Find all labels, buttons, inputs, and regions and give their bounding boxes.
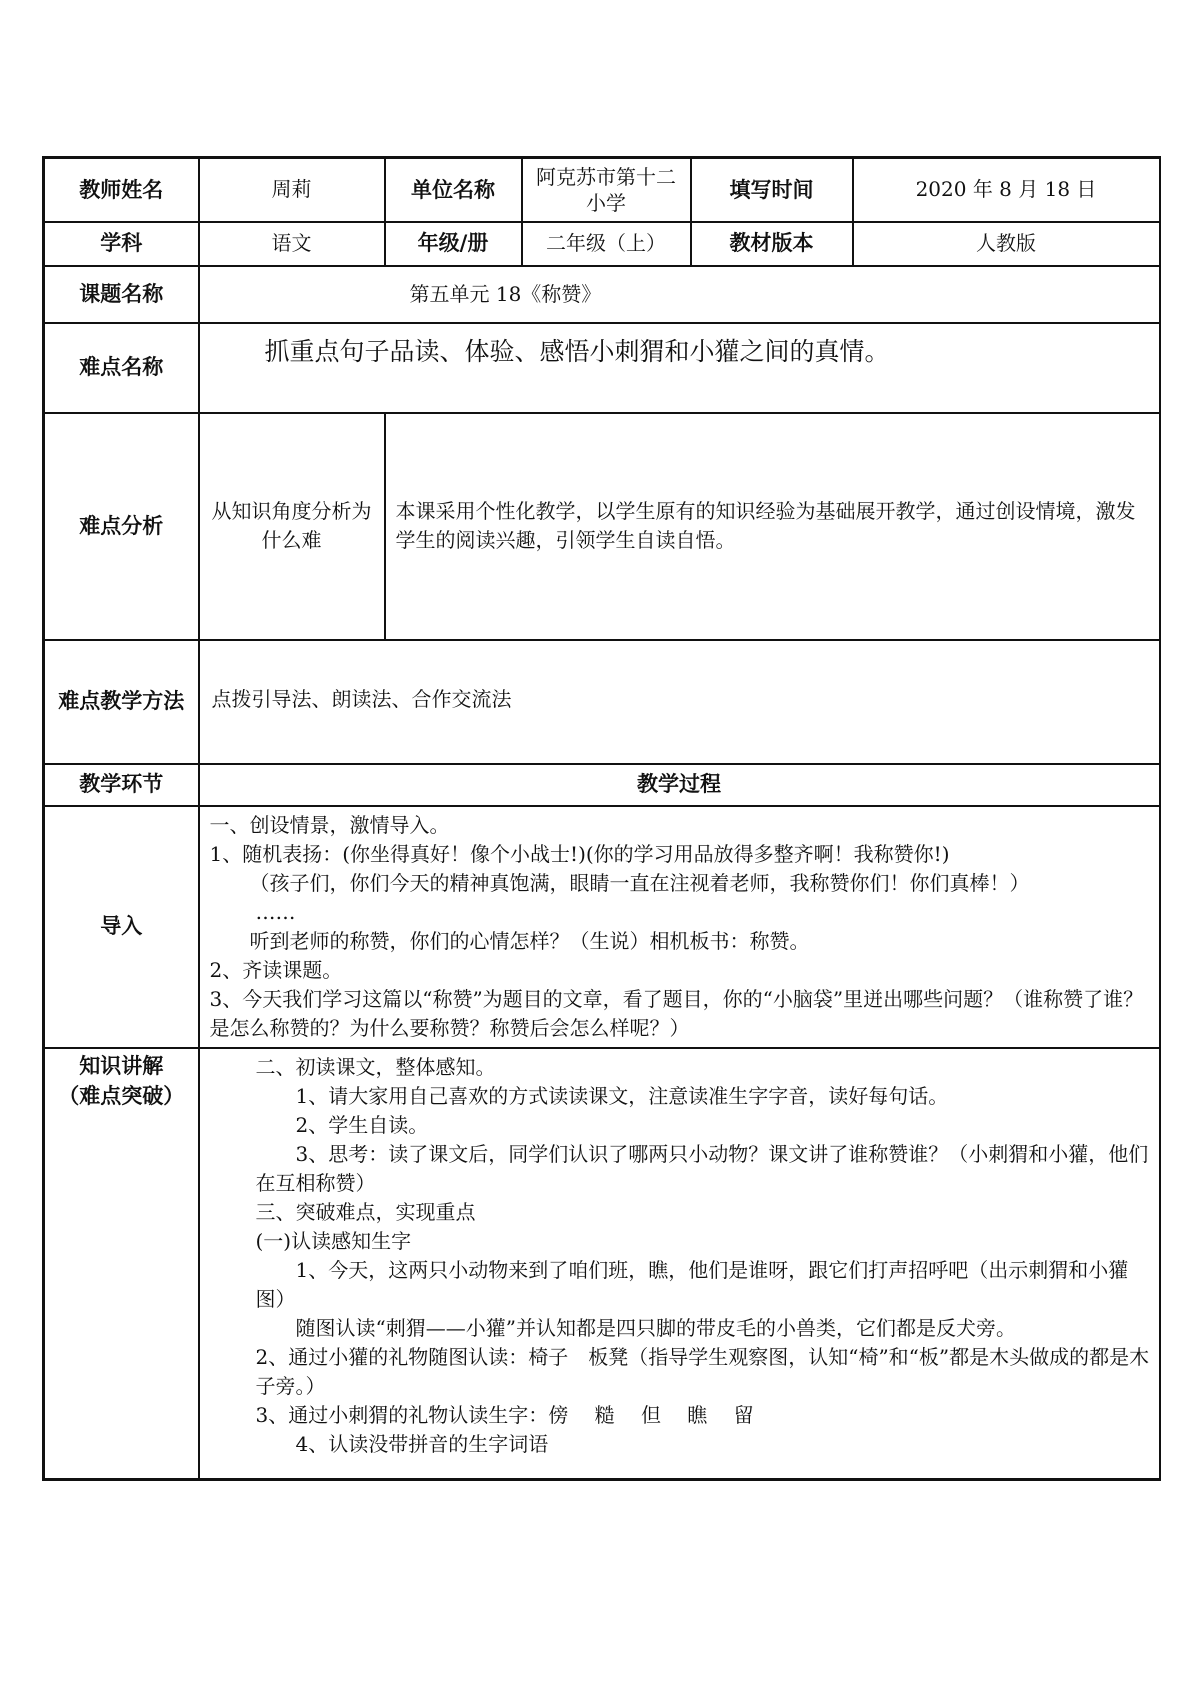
knowledge-label-line1: 知识讲解 xyxy=(79,1053,164,1078)
stage-header: 教学环节 xyxy=(44,764,199,806)
process-header: 教学过程 xyxy=(199,764,1160,806)
method-label: 难点教学方法 xyxy=(44,640,199,764)
knowledge-line: 3、思考：读了课文后，同学们认识了哪两只小动物？课文讲了谁称赞谁？（小刺猬和小獾，他们在互相称赞） xyxy=(255,1141,1149,1195)
lesson-plan-document xyxy=(42,156,1158,1481)
unit-name-label: 单位名称 xyxy=(385,158,522,222)
subject-value: 语文 xyxy=(199,222,385,266)
method-value: 点拨引导法、朗读法、合作交流法 xyxy=(199,640,1160,764)
intro-line: （孩子们，你们今天的精神真饱满，眼睛一直在注视着老师，我称赞你们！你们真棒！） xyxy=(249,870,1030,895)
difficulty-value: 抓重点句子品读、体验、感悟小刺猬和小獾之间的真情。 xyxy=(199,323,1160,413)
knowledge-line: (一)认读感知生字 xyxy=(255,1228,412,1253)
edition-label: 教材版本 xyxy=(691,222,853,266)
teacher-name-value: 周莉 xyxy=(199,158,385,222)
difficulty-label: 难点名称 xyxy=(44,323,199,413)
analysis-value: 本课采用个性化教学，以学生原有的知识经验为基础展开教学，通过创设情境，激发学生的阅读兴趣，引领学生自读自悟。 xyxy=(385,413,1160,640)
intro-line: 2、齐读课题。 xyxy=(209,957,343,982)
teacher-name-label: 教师姓名 xyxy=(44,158,199,222)
knowledge-line: 二、初读课文，整体感知。 xyxy=(255,1054,496,1079)
knowledge-content xyxy=(199,1048,1160,1480)
knowledge-line: 3、通过小刺猬的礼物认读生字：傍 糙 但 瞧 留 xyxy=(255,1402,754,1427)
intro-line: 1、随机表扬：(你坐得真好！像个小战士!)(你的学习用品放得多整齐啊！我称赞你!) xyxy=(209,841,950,866)
analysis-sub-label: 从知识角度分析为什么难 xyxy=(199,413,385,640)
knowledge-line: 随图认读“刺猬——小獾”并认知都是四只脚的带皮毛的小兽类，它们都是反犬旁。 xyxy=(295,1315,1016,1340)
intro-line: 3、今天我们学习这篇以“称赞”为题目的文章，看了题目，你的“小脑袋”里迸出哪些问题？（谁称赞了谁？是怎么称赞的？为什么要称赞？称赞后会怎么样呢？） xyxy=(209,986,1144,1040)
analysis-label: 难点分析 xyxy=(44,413,199,640)
knowledge-line: 2、学生自读。 xyxy=(295,1112,429,1137)
edition-value: 人教版 xyxy=(853,222,1160,266)
fill-time-label: 填写时间 xyxy=(691,158,853,222)
knowledge-line: 1、请大家用自己喜欢的方式读读课文，注意读准生字字音，读好每句话。 xyxy=(295,1083,949,1108)
lesson-plan-table xyxy=(42,156,1161,1481)
intro-line: …… xyxy=(255,899,296,924)
topic-label: 课题名称 xyxy=(44,266,199,323)
intro-line: 听到老师的称赞，你们的心情怎样？（生说）相机板书：称赞。 xyxy=(249,928,810,953)
grade-label: 年级/册 xyxy=(385,222,522,266)
topic-value: 第五单元 18《称赞》 xyxy=(199,266,1160,323)
subject-label: 学科 xyxy=(44,222,199,266)
grade-value: 二年级（上） xyxy=(522,222,691,266)
knowledge-label xyxy=(44,1048,199,1480)
unit-name-value: 阿克苏市第十二小学 xyxy=(522,158,691,222)
intro-label: 导入 xyxy=(44,806,199,1048)
fill-time-value: 2020 年 8 月 18 日 xyxy=(853,158,1160,222)
knowledge-line: 1、今天，这两只小动物来到了咱们班，瞧，他们是谁呀，跟它们打声招呼吧（出示刺猬和小獾图） xyxy=(255,1257,1129,1311)
intro-content xyxy=(199,806,1160,1048)
knowledge-line: 2、通过小獾的礼物随图认读：椅子 板凳（指导学生观察图，认知“椅”和“板”都是木头做成的都是木子旁。） xyxy=(255,1344,1150,1398)
knowledge-line: 三、突破难点，实现重点 xyxy=(255,1199,476,1224)
knowledge-label-line2: （难点突破） xyxy=(58,1083,185,1108)
knowledge-line: 4、认读没带拼音的生字词语 xyxy=(295,1431,549,1456)
intro-line: 一、创设情景，激情导入。 xyxy=(209,812,450,837)
